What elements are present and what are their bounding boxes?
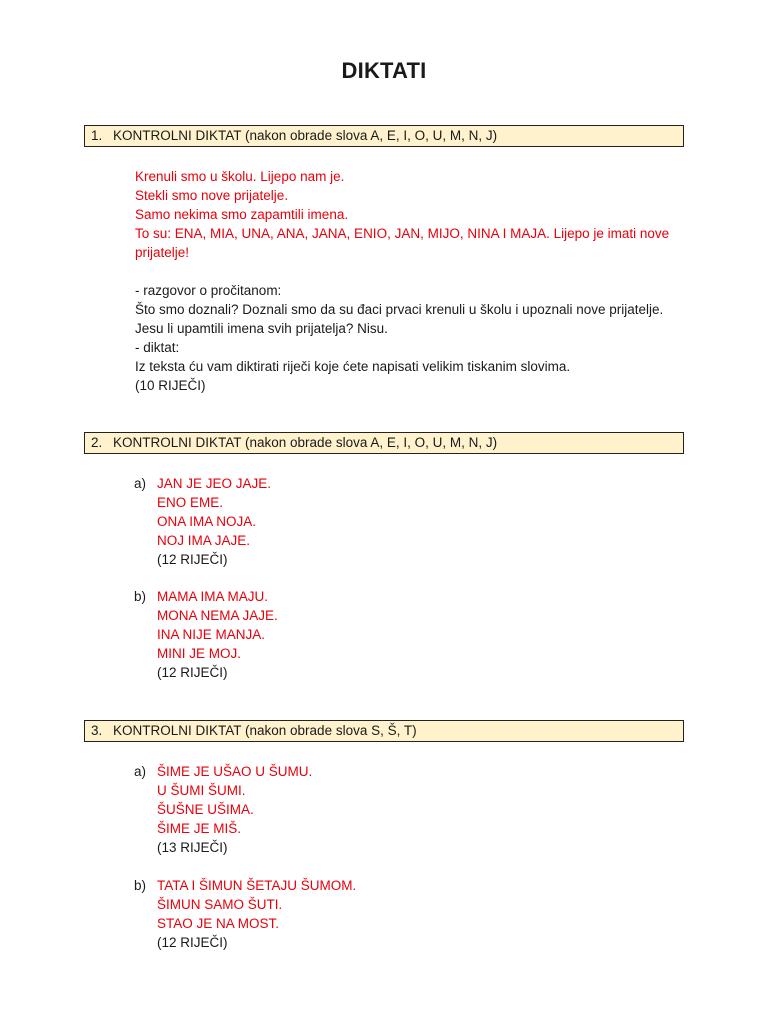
text-line: NOJ IMA JAJE.	[157, 533, 251, 548]
text-line: To su: ENA, MIA, UNA, ANA, JANA, ENIO, JAN, MIJO, NINA I MAJA. Lijepo je imati nove prijatelje!	[135, 226, 670, 260]
text-line: ŠIME JE UŠAO U ŠUMU.	[157, 764, 313, 779]
note-line: Jesu li upamtili imena svih prijatelja? Nisu.	[135, 321, 388, 336]
dictation-item	[157, 587, 278, 682]
section-title: KONTROLNI DIKTAT (nakon obrade slova S, Š, T)	[113, 723, 417, 738]
note-line: Iz teksta ću vam diktirati riječi koje ćete napisati velikim tiskanim slovima.	[135, 359, 571, 374]
text-line: MINI JE MOJ.	[157, 646, 241, 661]
text-line: ŠIMUN SAMO ŠUTI.	[157, 897, 283, 912]
section-number: 1.	[91, 128, 103, 143]
text-line: MAMA IMA MAJU.	[157, 589, 269, 604]
page-title: DIKTATI	[341, 58, 427, 83]
text-line: Krenuli smo u školu. Lijepo nam je.	[135, 169, 345, 184]
word-count: (12 RIJEČI)	[157, 665, 228, 680]
text-line: ŠUŠNE UŠIMA.	[157, 802, 254, 817]
text-line: JAN JE JEO JAJE.	[157, 476, 272, 491]
dictation-item	[157, 474, 271, 569]
word-count: (10 RIJEČI)	[135, 378, 206, 393]
discussion-notes	[135, 281, 695, 395]
item-label: a)	[134, 764, 147, 779]
section-3-header	[84, 720, 684, 742]
text-line: TATA I ŠIMUN ŠETAJU ŠUMOM.	[157, 878, 357, 893]
section-number: 3.	[91, 723, 103, 738]
item-label: b)	[134, 878, 147, 893]
note-line: Što smo doznali? Doznali smo da su đaci prvaci krenuli u školu i upoznali nove prijatelje.	[135, 302, 664, 317]
section-title: KONTROLNI DIKTAT (nakon obrade slova A, E, I, O, U, M, N, J)	[113, 128, 498, 143]
section-title: KONTROLNI DIKTAT (nakon obrade slova A, E, I, O, U, M, N, J)	[113, 435, 498, 450]
item-label: b)	[134, 589, 147, 604]
text-line: ŠIME JE MIŠ.	[157, 821, 242, 836]
item-label: a)	[134, 476, 147, 491]
text-line: U ŠUMI ŠUMI.	[157, 783, 246, 798]
dictation-item	[157, 876, 356, 952]
dictation-item	[157, 762, 312, 857]
text-line: STAO JE NA MOST.	[157, 916, 280, 931]
text-line: Stekli smo nove prijatelje.	[135, 188, 289, 203]
dictation-text	[135, 167, 675, 262]
text-line: ENO EME.	[157, 495, 224, 510]
word-count: (12 RIJEČI)	[157, 935, 228, 950]
note-line: - diktat:	[135, 340, 180, 355]
text-line: MONA NEMA JAJE.	[157, 608, 278, 623]
text-line: INA NIJE MANJA.	[157, 627, 266, 642]
section-2-header	[84, 432, 684, 454]
section-1-header	[84, 125, 684, 147]
section-number: 2.	[91, 435, 103, 450]
note-line: - razgovor o pročitanom:	[135, 283, 282, 298]
word-count: (12 RIJEČI)	[157, 552, 228, 567]
text-line: Samo nekima smo zapamtili imena.	[135, 207, 349, 222]
text-line: ONA IMA NOJA.	[157, 514, 257, 529]
word-count: (13 RIJEČI)	[157, 840, 228, 855]
